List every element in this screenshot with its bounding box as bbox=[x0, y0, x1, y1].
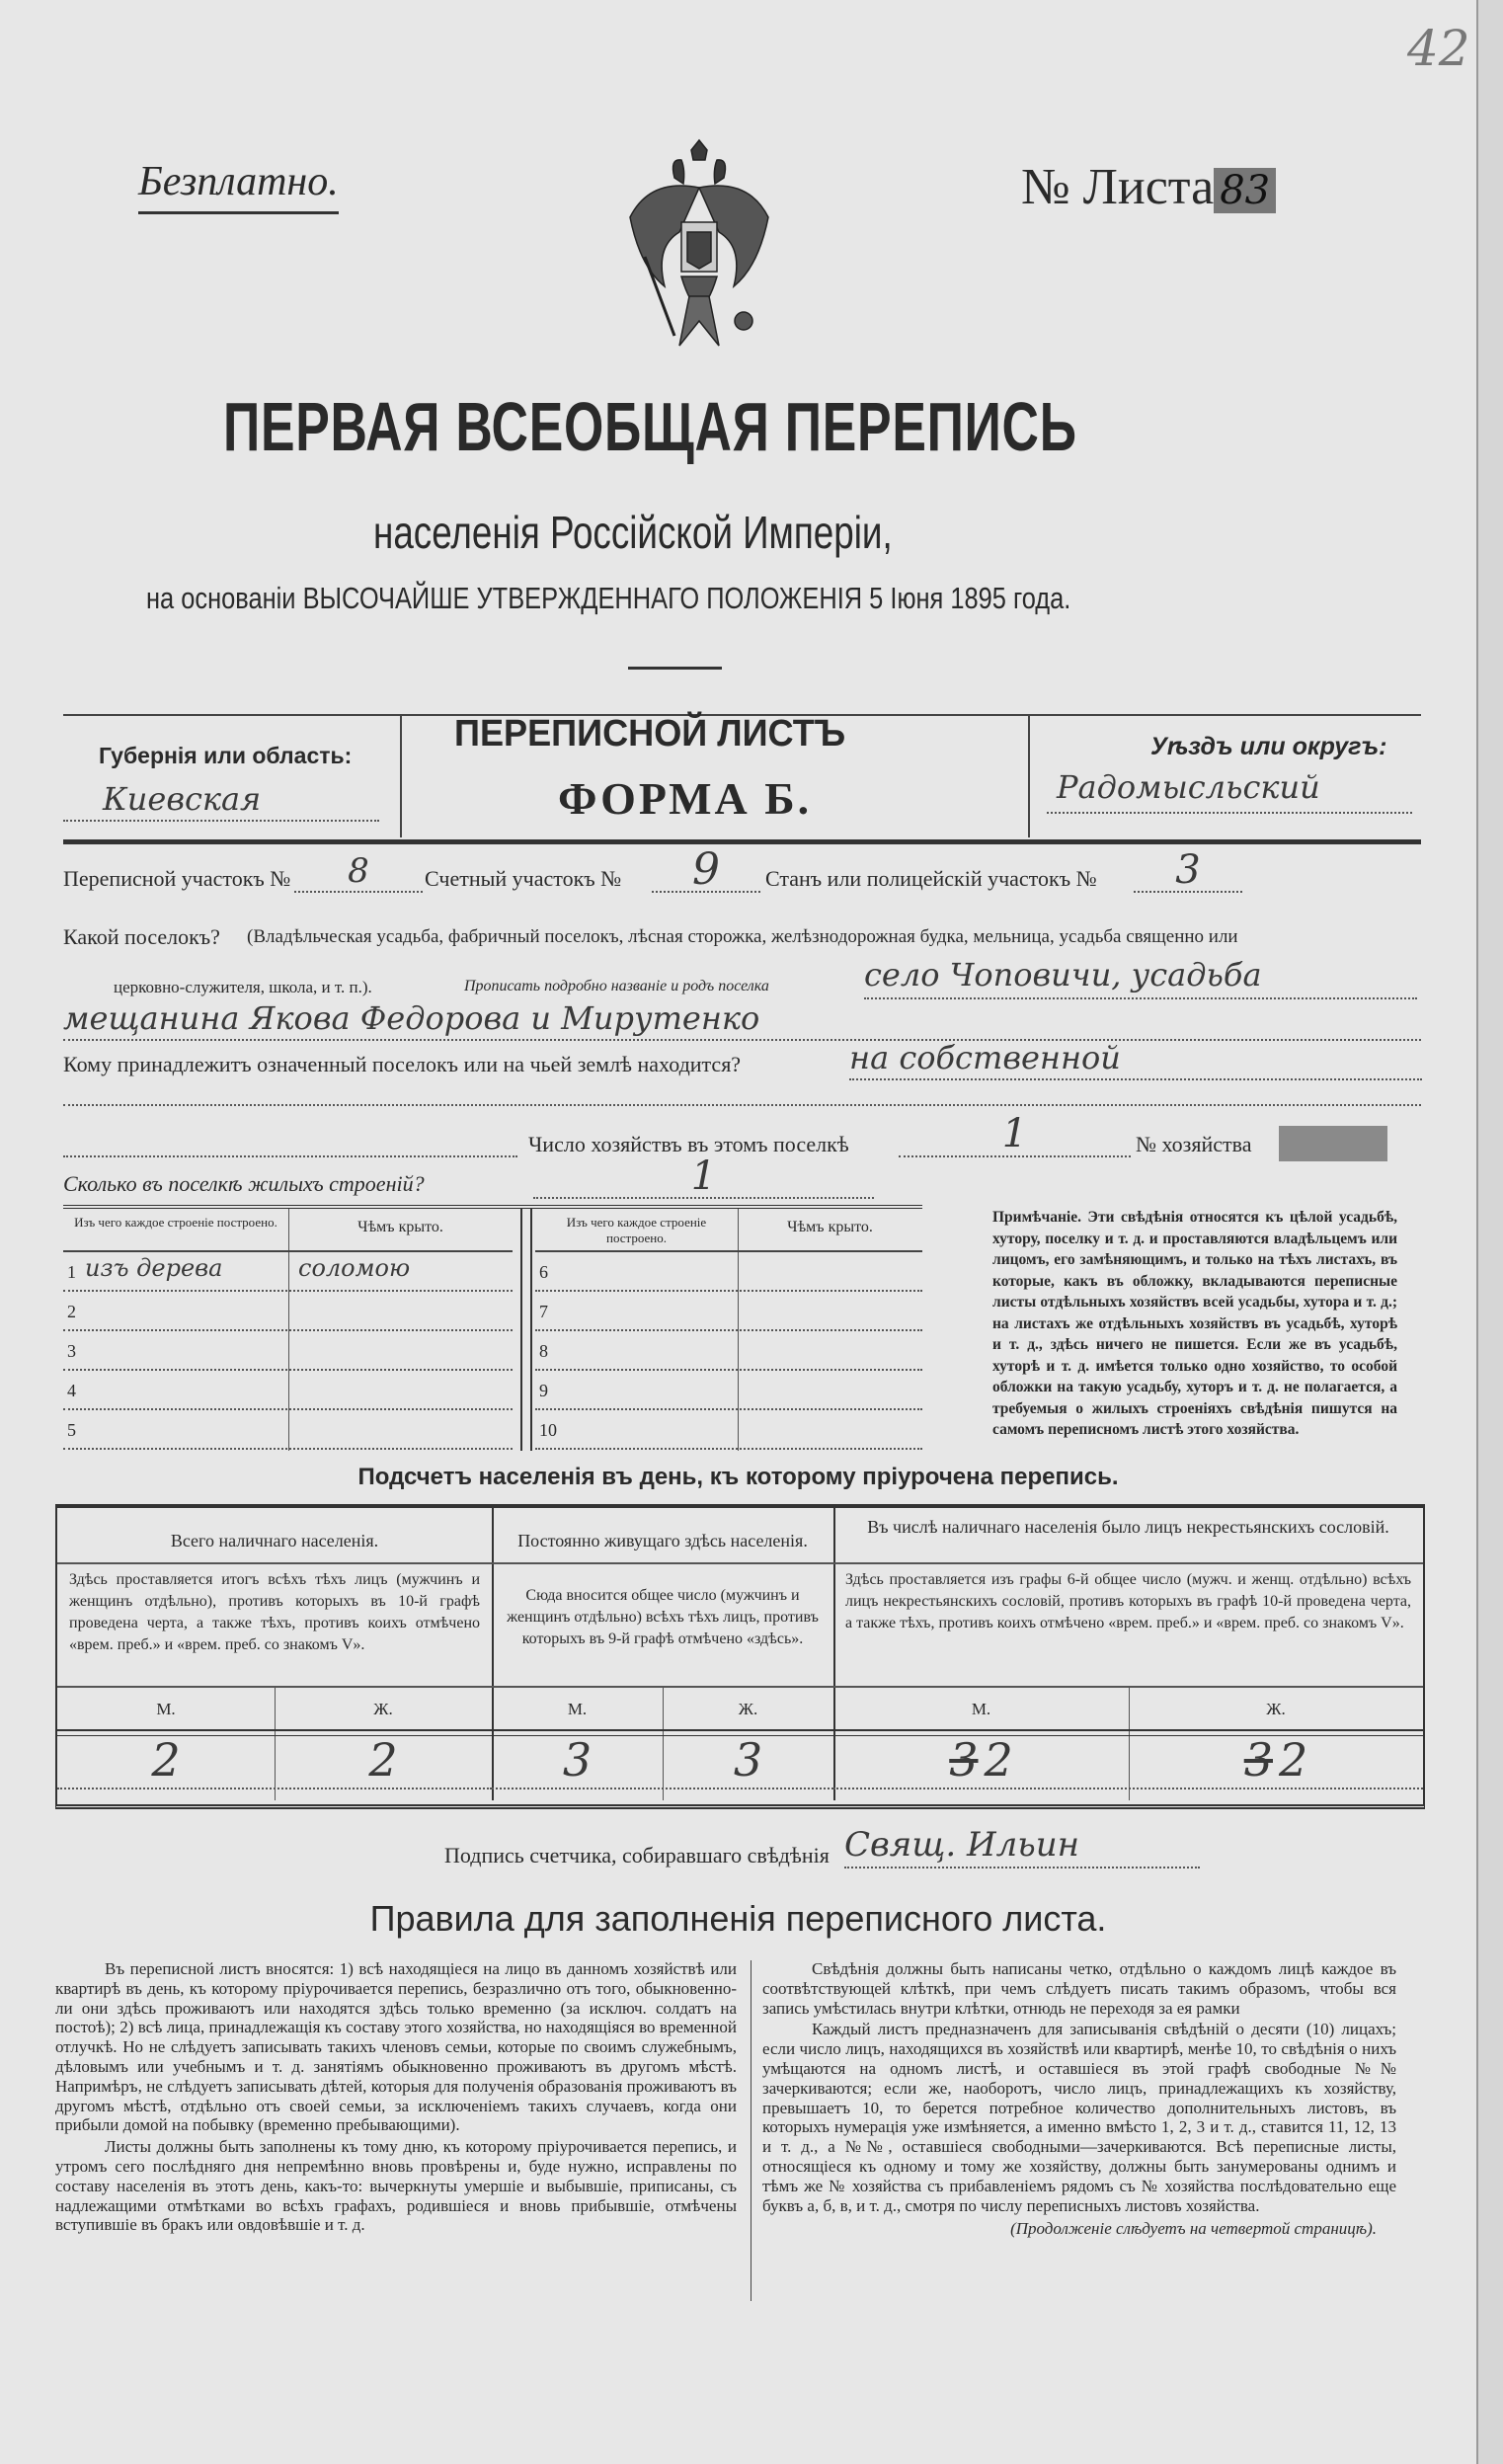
households-label: Число хозяйствъ въ этомъ поселкѣ bbox=[528, 1132, 849, 1156]
col-header-roof: Чѣмъ крыто. bbox=[357, 1219, 443, 1235]
population-col-header: Въ числѣ наличнаго населенія было лицъ некрестьянскихъ сословій. bbox=[867, 1517, 1389, 1537]
household-number-redacted bbox=[1279, 1126, 1387, 1161]
female-count: 2 bbox=[1279, 1733, 1308, 1787]
population-col-description: Здѣсь проставляется изъ графы 6-й общее число (мужч. и женщ. отдѣльно) всѣхъ лицъ некрестьянскихъ сословій, противъ которыхъ въ графѣ 10-й проведена черта, а также тѣхъ, противъ коихъ отмѣчено «врем. преб.» и «врем. преб. со знакомъ V». bbox=[845, 1571, 1411, 1631]
table-row bbox=[63, 1410, 513, 1450]
row-number: 9 bbox=[539, 1381, 548, 1400]
table-row bbox=[63, 1331, 513, 1371]
female-count-cell[interactable] bbox=[663, 1733, 833, 1787]
continued-note: (Продолженіе слѣдуетъ на четвертой страницѣ). bbox=[1010, 2219, 1377, 2239]
divider bbox=[492, 1788, 833, 1789]
note-text: Примѣчаніе. Эти свѣдѣнія относятся къ цѣлой усадьбѣ, хутору, поселку и т. д. и проставляются владѣльцемъ или лицомъ, его замѣняющимъ, и только на тѣхъ листахъ, въ которые, какъ въ обложку, вкладываются переписные листы отдѣльныхъ хозяйствъ всей усадьбы, хутора и т. д.; на листахъ же отдѣльныхъ хозяйствъ въ усадьбѣ, хуторѣ и т. д., здѣсь ничего не пишется. Если же въ усадьбѣ, хуторѣ и т. д. имѣется только одно хозяйство, то особой обложки на такую усадьбу, хуторъ и т. д. не полагается, а требуемыя о жилыхъ строеніяхъ свѣдѣнія пишутся на самомъ переписномъ листѣ этого хозяйства. bbox=[992, 1209, 1397, 1438]
female-label: Ж. bbox=[738, 1700, 758, 1718]
owner-label: Кому принадлежитъ означенный поселокъ или на чьей землѣ находится? bbox=[63, 1052, 742, 1076]
settlement-hint-italic: Прописать подробно названіе и родъ поселка bbox=[464, 978, 769, 994]
male-count: 2 bbox=[984, 1733, 1013, 1787]
divider bbox=[492, 1562, 833, 1564]
count-district-label: Счетный участокъ № bbox=[425, 866, 622, 891]
free-label: Безплатно. bbox=[138, 158, 339, 214]
settlement-hint: (Владѣльческая усадьба, фабричный поселокъ, лѣсная сторожка, желѣзнодорожная будка, мельница, усадьба священно или bbox=[247, 926, 1238, 947]
province-field[interactable]: Киевская bbox=[63, 780, 379, 822]
dwellings-field[interactable]: 1 bbox=[533, 1153, 874, 1199]
table-row bbox=[535, 1252, 922, 1292]
table-row bbox=[535, 1331, 922, 1371]
struck-value: 3 bbox=[1243, 1733, 1273, 1787]
female-count: 3 bbox=[733, 1733, 763, 1787]
province-label: Губернія или область: bbox=[99, 743, 353, 768]
police-district-label: Станъ или полицейскій участокъ № bbox=[765, 866, 1097, 891]
owner-field[interactable]: на собственной bbox=[849, 1039, 1422, 1080]
female-count: 2 bbox=[368, 1733, 398, 1787]
row-number: 4 bbox=[67, 1381, 76, 1400]
household-number-label: № хозяйства bbox=[1136, 1132, 1252, 1156]
row-number: 3 bbox=[67, 1341, 76, 1361]
district-field[interactable]: Радомысльский bbox=[1047, 768, 1412, 814]
sheet-number-field bbox=[1021, 158, 1276, 216]
table-row bbox=[63, 1292, 513, 1331]
row-number: 1 bbox=[67, 1262, 76, 1282]
female-label: Ж. bbox=[1266, 1700, 1286, 1718]
female-count-cell[interactable] bbox=[1129, 1733, 1423, 1787]
divider bbox=[833, 1788, 1423, 1789]
male-label: М. bbox=[567, 1700, 588, 1718]
female-label: Ж. bbox=[373, 1700, 393, 1718]
divider bbox=[833, 1562, 1423, 1564]
divider bbox=[57, 1788, 492, 1789]
settlement-field-line2[interactable]: мещанина Якова Федорова и Мирутенко bbox=[63, 999, 1421, 1041]
col-header-material: Изъ чего каждое строеніе построено. bbox=[74, 1215, 277, 1230]
sheet-number-value: 83 bbox=[1214, 168, 1276, 213]
page-title-text: ПЕРВАЯ ВСЕОБЩАЯ ПЕРЕПИСЬ bbox=[223, 388, 1077, 465]
population-table bbox=[55, 1504, 1425, 1809]
material-cell[interactable]: изъ дерева bbox=[85, 1254, 223, 1282]
table-row bbox=[63, 1252, 513, 1292]
population-col-description: Здѣсь проставляется итогъ всѣхъ тѣхъ лицъ (мужчинъ и женщинъ отдѣльно), противъ которыхъ въ 10-й графѣ проведена черта, а также тѣхъ, противъ коихъ отмѣчено «врем. преб.» и «врем. преб. со знакомъ V». bbox=[69, 1571, 480, 1653]
district-label: Уѣздъ или округъ: bbox=[1150, 733, 1387, 760]
form-subtitle: ФОРМА Б. bbox=[558, 773, 813, 824]
blank-line bbox=[63, 1126, 517, 1157]
buildings-table bbox=[63, 1205, 922, 1451]
form-title: ПЕРЕПИСНОЙ ЛИСТЪ bbox=[454, 713, 846, 755]
signature-field[interactable]: Свящ. Ильин bbox=[844, 1825, 1200, 1868]
rules-title: Правила для заполненія переписного листа. bbox=[369, 1898, 1107, 1939]
corner-page-number: 42 bbox=[1407, 20, 1470, 77]
struck-value: 3 bbox=[949, 1733, 979, 1787]
table-row bbox=[535, 1410, 922, 1450]
dwellings-label: Сколько въ поселкѣ жилыхъ строеній? bbox=[63, 1171, 425, 1196]
page-subtitle: населенія Россійской Имперіи, bbox=[373, 507, 893, 558]
rules-left-column bbox=[55, 1959, 737, 2237]
settlement-field-line1[interactable]: село Чоповичи, усадьба bbox=[864, 956, 1417, 999]
row-number: 10 bbox=[539, 1420, 557, 1440]
male-count-cell[interactable] bbox=[492, 1733, 663, 1787]
divider bbox=[57, 1562, 492, 1564]
female-count-cell[interactable] bbox=[275, 1733, 492, 1787]
owner-field-continued[interactable] bbox=[63, 1084, 1421, 1106]
divider bbox=[400, 714, 402, 837]
rules-right-column bbox=[762, 1959, 1396, 2239]
divider bbox=[628, 667, 722, 670]
col-header-material: Изъ чего каждое строеніе построено. bbox=[566, 1215, 707, 1245]
census-district-field[interactable]: 8 bbox=[294, 851, 423, 893]
table-row bbox=[535, 1292, 922, 1331]
settlement-label: Какой поселокъ? bbox=[63, 924, 220, 949]
police-district-field[interactable]: 3 bbox=[1134, 847, 1242, 893]
male-count-cell[interactable] bbox=[833, 1733, 1129, 1787]
population-section-title: Подсчетъ населенія въ день, къ которому пріурочена перепись. bbox=[357, 1464, 1119, 1490]
row-number: 8 bbox=[539, 1341, 548, 1361]
census-district-label: Переписной участокъ № bbox=[63, 866, 291, 891]
row-number: 7 bbox=[539, 1302, 548, 1321]
rules-paragraph: Въ переписной листъ вносятся: 1) всѣ находящіеся на лицо въ данномъ хозяйствѣ или квартирѣ въ день, къ которому пріурочивается перепись, безразлично отъ того, обыкновенно-ли они здѣсь проживаютъ или находятся здѣсь только временно (за исключ. солдатъ на постоѣ); 2) всѣ лица, принадлежащія къ составу этого хозяйства, но находящіяся во временной отлучкѣ. Но не слѣдуетъ записывать такихъ членовъ семьи, которые по своимъ служебнымъ, дѣловымъ или учебнымъ и т. д. занятіямъ обыкновенно проживаютъ въ другомъ мѣстѣ. Напримѣръ, не слѣдуетъ записывать дѣтей, которыя для полученія образованія проживаютъ въ другомъ мѣстѣ, отдѣльно отъ своей семьи, за исключеніемъ такихъ случаевъ, когда они прибыли домой на побывку (временно пребывающими). bbox=[55, 1959, 737, 2135]
row-number: 5 bbox=[67, 1420, 76, 1440]
settlement-hint-2: церковно-служителя, школа, и т. п.). bbox=[114, 978, 372, 996]
note-box bbox=[992, 1207, 1397, 1441]
row-number: 2 bbox=[67, 1302, 76, 1321]
rules-paragraph: Каждый листъ предназначенъ для записыванія свѣдѣній о десяти (10) лицахъ; если число лицъ, находящихся въ хозяйствѣ или квартирѣ, менѣе 10, то свѣдѣнія о нихъ умѣщаются на одномъ листѣ, и оставшіеся въ этой графѣ свободные №№ зачеркиваются; если же, наоборотъ, число лицъ, принадлежащихъ къ хозяйству, превышаетъ 10, то берется потребное количество дополнительныхъ листовъ, въ которыхъ нумерація уже измѣняется, а именно вмѣсто 1, 2, 3 и т. д., ставится 11, 12, 13 и т. д., а №№, оставшіеся свободными—зачеркиваются. Всѣ переписные листы, относящіеся къ одному и тому же хозяйству, должны быть занумерованы однимъ и тѣмъ же № хозяйства съ прибавленіемъ рядомъ съ № хозяйства послѣдовательно еще буквъ а, б, в, и т. д., смотря по числу переписныхъ листовъ хозяйства. bbox=[762, 2020, 1396, 2215]
col-header-roof: Чѣмъ крыто. bbox=[787, 1219, 873, 1235]
population-col-description: Сюда вносится общее число (мужчинъ и женщинъ отдѣльно) всѣхъ тѣхъ лицъ, противъ которыхъ въ 9-й графѣ отмѣчено «здѣсь». bbox=[507, 1587, 819, 1647]
imperial-eagle-emblem bbox=[620, 138, 778, 356]
legal-basis: на основаніи ВЫСОЧАЙШЕ УТВЕРЖДЕННАГО ПОЛОЖЕНІЯ 5 Іюня 1895 года. bbox=[146, 581, 1071, 615]
households-field[interactable]: 1 bbox=[899, 1111, 1131, 1157]
table-row bbox=[535, 1371, 922, 1410]
count-district-field[interactable]: 9 bbox=[652, 844, 760, 893]
rules-paragraph: Свѣдѣнія должны быть написаны четко, отдѣльно о каждомъ лицѣ каждое въ соотвѣтствующей клѣткѣ, при чемъ слѣдуетъ писать такимъ образомъ, чтобы вся запись умѣстилась внутри клѣтки, отнюдь не переходя за ея рамки bbox=[762, 1959, 1396, 2018]
population-col-header: Постоянно живущаго здѣсь населенія. bbox=[517, 1531, 808, 1550]
male-count-cell[interactable] bbox=[57, 1733, 275, 1787]
sheet-number-label: № Листа bbox=[1021, 159, 1215, 215]
divider bbox=[751, 1960, 752, 2301]
male-label: М. bbox=[156, 1700, 176, 1718]
male-label: М. bbox=[971, 1700, 991, 1718]
male-count: 2 bbox=[151, 1733, 181, 1787]
rules-paragraph: Листы должны быть заполнены къ тому дню, къ которому пріурочивается перепись, и утромъ сего послѣдняго дня непремѣнно вновь провѣрены и, буде нужно, исправлены по составу населенія въ этотъ день, какъ-то: вычеркнуты умершіе и выбывшіе, приписаны, съ надлежащими отмѣтками во всѣхъ графахъ, родившіеся и вновь прибывшіе, отмѣчены вступившіе въ бракъ или овдовѣвшіе и т. д. bbox=[55, 2137, 737, 2235]
male-count: 3 bbox=[562, 1733, 593, 1787]
population-col-header: Всего наличнаго населенія. bbox=[170, 1531, 379, 1550]
row-number: 6 bbox=[539, 1262, 548, 1282]
divider bbox=[1028, 714, 1030, 837]
divider bbox=[520, 1209, 532, 1451]
signature-label: Подпись счетчика, собиравшаго свѣдѣнія bbox=[444, 1843, 830, 1868]
page-title bbox=[223, 387, 1377, 466]
table-row bbox=[63, 1371, 513, 1410]
roof-cell[interactable]: соломою bbox=[298, 1254, 411, 1282]
